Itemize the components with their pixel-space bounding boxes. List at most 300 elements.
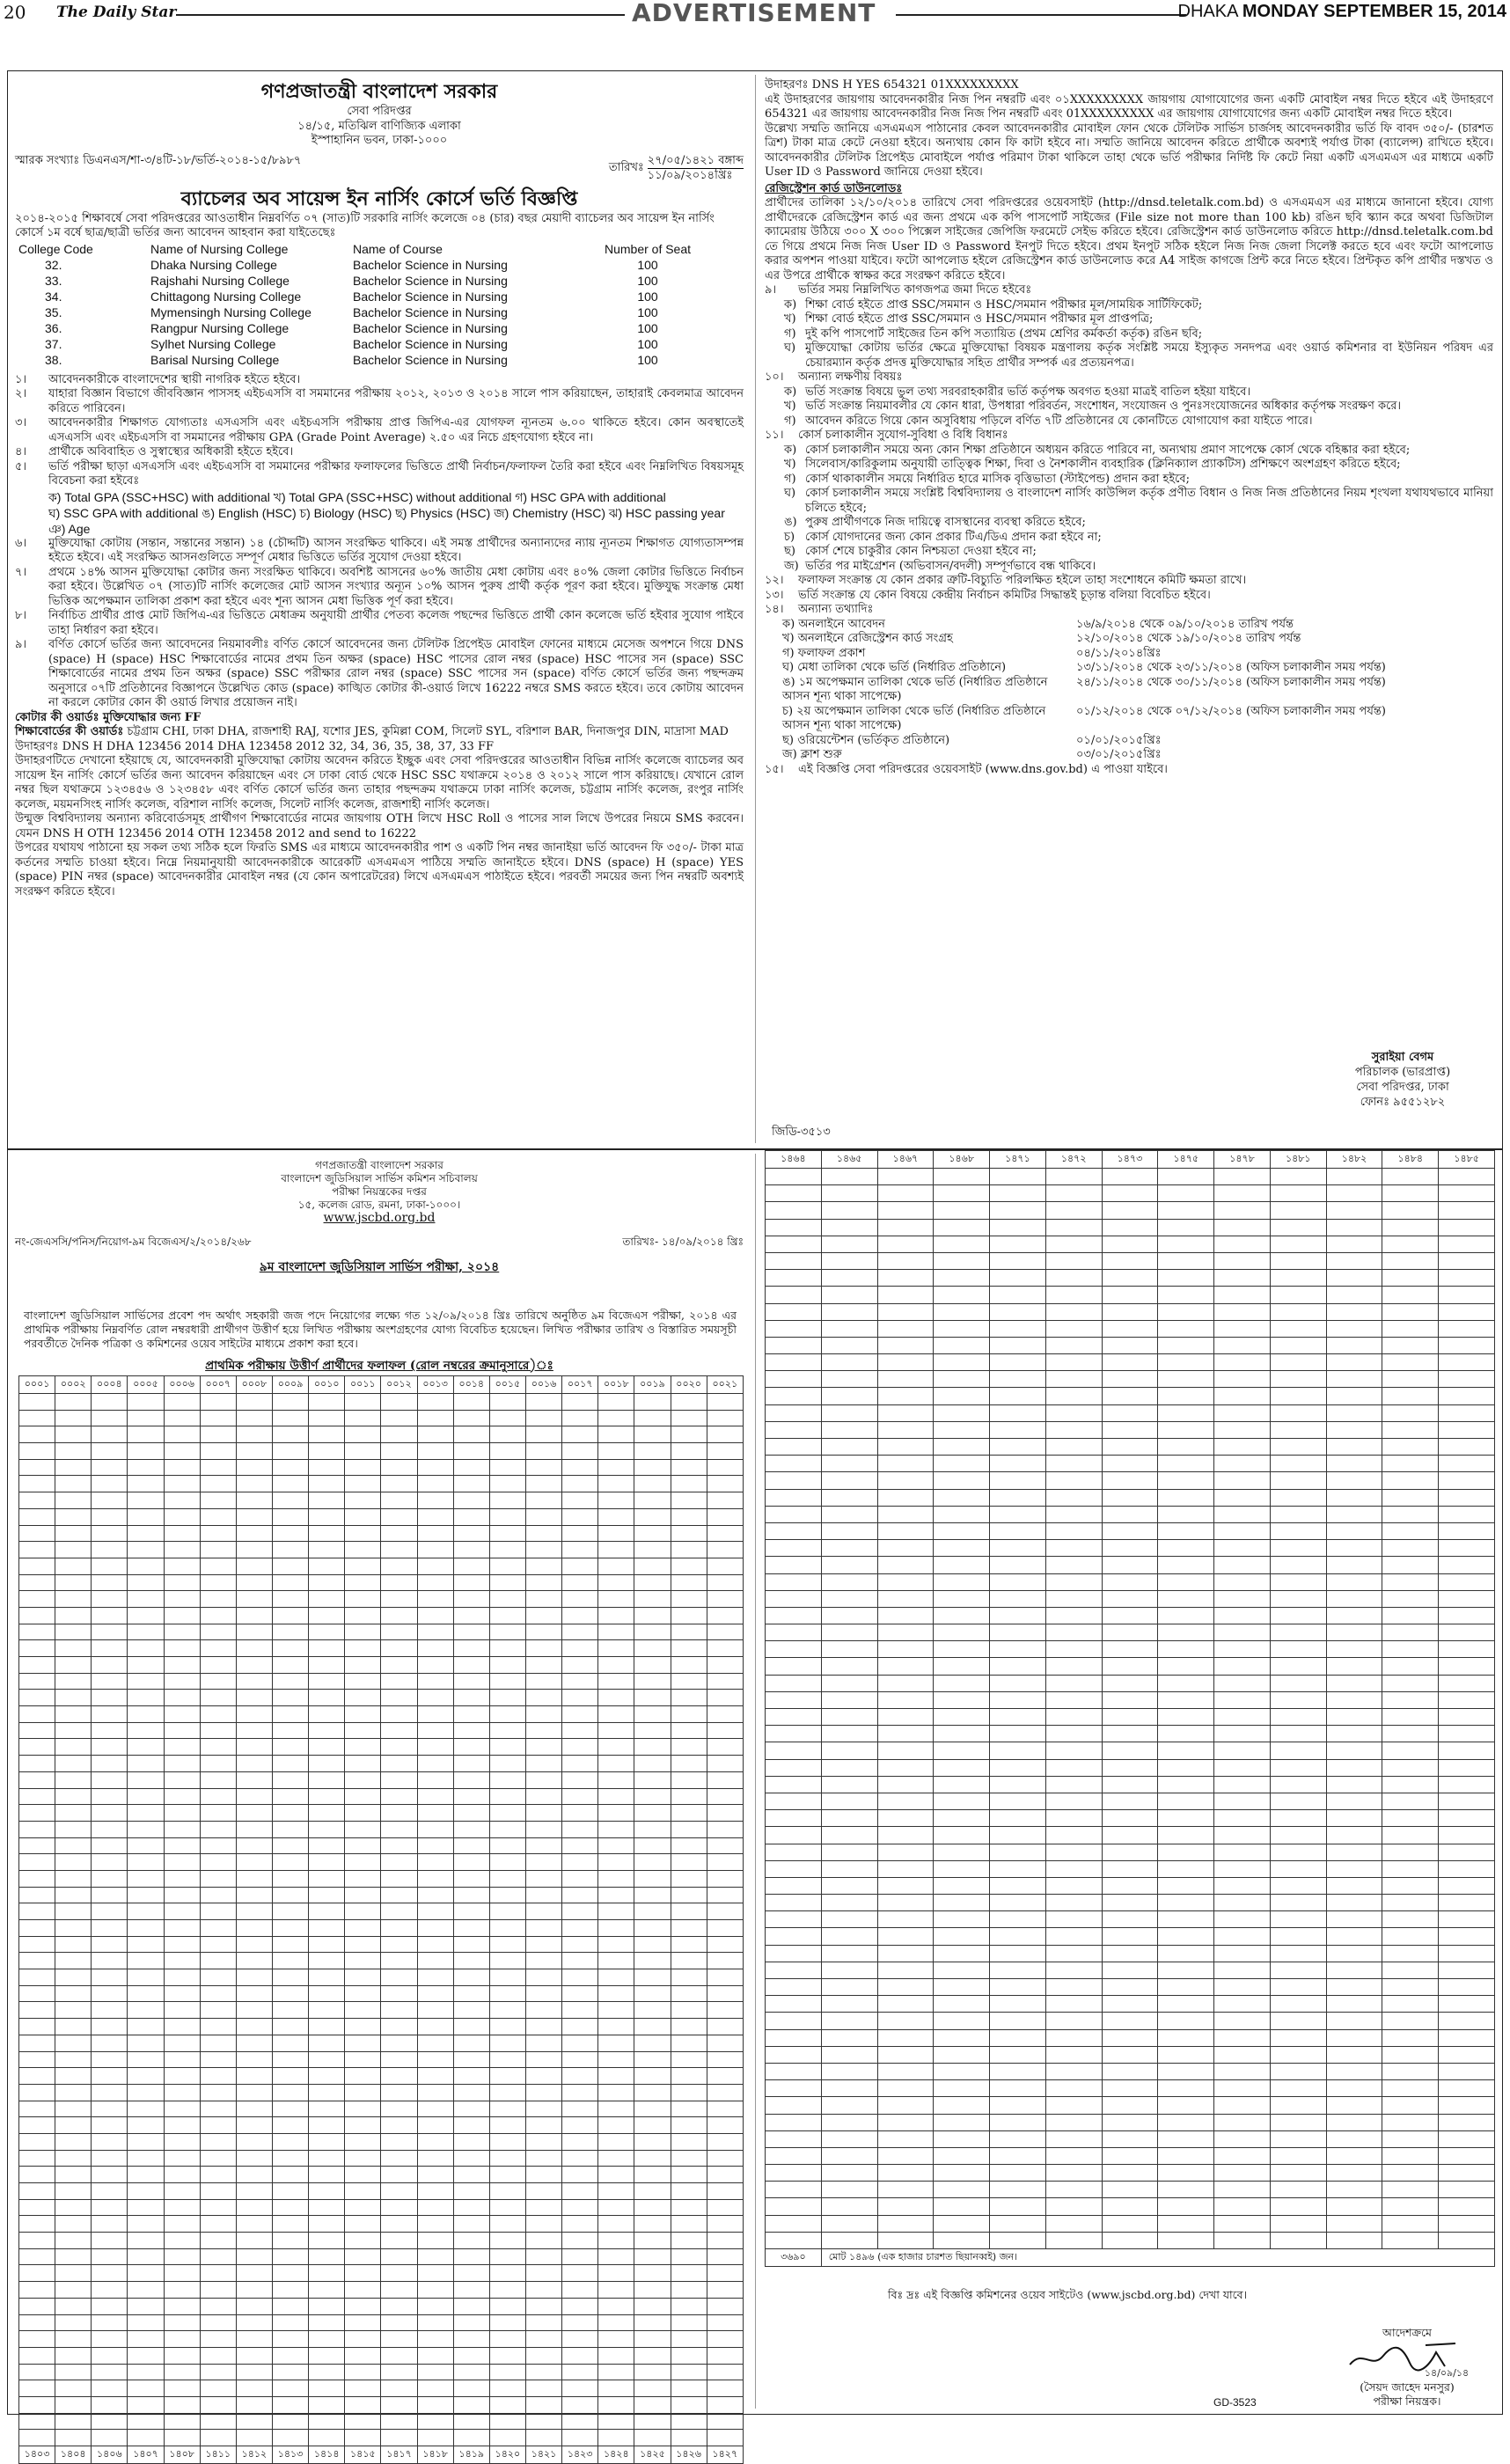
roll-cell [1045,1202,1102,1219]
roll-cell [417,2380,453,2397]
roll-cell [1102,1911,1158,1928]
roll-cell [990,1388,1046,1404]
roll-cell [934,1202,990,1219]
roll-cell [381,1920,417,1937]
roll-cell [1102,1624,1158,1641]
roll-cell [417,1936,453,1953]
roll-cell [1326,1911,1382,1928]
roll-cell [707,1903,743,1920]
roll-cell [236,2101,272,2117]
roll-cell [453,1574,489,1591]
roll-cell [877,1388,934,1404]
college-cell: 38. [45,352,62,367]
roll-cell [1102,1185,1158,1202]
schedule-date: ০৪/১১/২০১৪খ্রিঃ [1076,646,1162,660]
roll-cell [1326,1252,1382,1269]
roll-cell [489,2430,525,2446]
roll-cell [1045,2114,1102,2130]
board-keyword [15,725,744,740]
roll-cell [990,2114,1046,2130]
roll-cell [1382,1675,1439,1691]
roll-cell [236,1426,272,1443]
roll-row [19,2084,744,2101]
roll-row [766,1456,1495,1472]
college-cell: Bachelor Science in Nursing [353,257,508,272]
roll-cell [1439,1489,1495,1506]
roll-cell [417,2183,453,2200]
roll-cell [417,1887,453,1903]
roll-cell [1158,2182,1214,2198]
roll-cell [562,2068,598,2085]
roll-cell [1214,1456,1271,1472]
roll-cell [453,2068,489,2085]
roll-cell [200,1805,236,1822]
roll-cell [489,1410,525,1426]
roll-cell [1214,1236,1271,1252]
roll-cell [381,1640,417,1657]
roll-cell [671,1920,707,1937]
sub-item-label: ঙ) [784,516,797,529]
roll-cell [453,2133,489,2150]
roll-row [766,1776,1495,1793]
roll-cell [1326,1742,1382,1759]
roll-cell [272,1443,308,1460]
roll-cell [1214,1641,1271,1658]
roll-cell [1158,1421,1214,1438]
roll-cell [525,1953,561,1969]
roll-cell [525,2002,561,2019]
roll-cell [934,2215,990,2232]
roll-cell [128,1492,164,1509]
roll-cell [821,1709,877,1726]
roll-cell [128,1887,164,1903]
roll-cell [417,1903,453,1920]
roll-cell [990,1709,1046,1726]
roll-cell [236,1525,272,1542]
roll-cell [934,2232,990,2248]
roll-cell [562,2347,598,2364]
roll-cell [525,2019,561,2035]
roll-cell [345,1821,381,1837]
roll-cell [1102,1573,1158,1590]
schedule-row [782,748,1389,763]
roll-cell [766,2130,822,2147]
roll-cell [345,2002,381,2019]
roll-cell [1214,1911,1271,1928]
roll-cell [309,1870,345,1887]
roll-cell [92,2117,128,2134]
roll-cell [990,2182,1046,2198]
roll-cell [671,1459,707,1476]
roll-cell [877,2063,934,2079]
roll-row [19,2396,744,2413]
roll-cell [990,2198,1046,2215]
roll-cell [200,2265,236,2282]
roll-row [766,1404,1495,1421]
roll-cell [562,1657,598,1674]
roll-cell [1382,1557,1439,1573]
roll-cell [19,1936,55,1953]
roll-cell [598,1542,634,1558]
roll-cell [821,1624,877,1641]
roll-cell [634,2133,671,2150]
roll-cell [990,2080,1046,2097]
roll-cell [1214,2130,1271,2147]
roll-cell [1102,2080,1158,2097]
roll-cell [598,1788,634,1805]
roll-cell [634,1525,671,1542]
roll-cell [766,1388,822,1404]
roll-cell [821,1810,877,1827]
roll-cell [345,1542,381,1558]
sub-item-text: শিক্ষা বোর্ড হইতে প্রাপ্ত SSC/সমমান ও HSC/সমমান পরীক্ষার মূল/সাময়িক সার্টিফিকেট; [805,297,1203,312]
roll-cell [634,2183,671,2200]
roll-cell [1045,1979,1102,1996]
roll-cell [236,1476,272,1492]
roll-cell [236,2380,272,2397]
roll-cell [19,1788,55,1805]
college-table-header-cell: Name of Nursing College [150,241,289,256]
roll-cell [1326,1236,1382,1252]
roll-cell [1102,1675,1158,1691]
roll-cell [1102,1472,1158,1489]
j-website[interactable]: www.jscbd.org.bd [323,1211,436,1225]
masthead [0,0,1510,26]
roll-cell [671,2314,707,2331]
roll-cell [1270,1928,1326,1945]
roll-cell [236,1920,272,1937]
roll-row [766,2063,1495,2079]
item-10 [765,370,1493,385]
masthead-rule-right [896,14,1186,16]
roll-cell [877,1641,934,1658]
roll-cell [598,1558,634,1574]
schedule-item: গ) ফলাফল প্রকাশ [782,646,866,660]
roll-cell [598,2282,634,2299]
roll-cell [19,2150,55,2167]
roll-cell [634,2019,671,2035]
roll-cell [55,2101,92,2117]
roll-cell [707,1837,743,1854]
roll-cell [19,1542,55,1558]
roll-row [19,1624,744,1640]
roll-row [766,1472,1495,1489]
sub-item [765,327,1493,342]
board-keyword-value: চট্টগ্রাম CHI, ঢাকা DHA, রাজশাহী RAJ, যশোর JES, কুমিল্লা COM, সিলেট SYL, বরিশাল BAR, দিনাজপুর DIN, মাদ্রাসা MAD [127,725,729,738]
roll-cell [309,1492,345,1509]
roll-cell [236,1459,272,1476]
roll-cell [1045,1388,1102,1404]
roll-cell [417,2364,453,2380]
roll-cell [272,1426,308,1443]
roll-cell [309,1985,345,2002]
roll-cell [55,1854,92,1871]
roll-cell [92,2364,128,2380]
roll-cell [1102,2147,1158,2164]
roll-row [766,2114,1495,2130]
roll-cell [634,1426,671,1443]
roll-cell [821,1691,877,1708]
roll-cell [200,1739,236,1756]
roll-cell [877,1540,934,1557]
roll-cell [272,1903,308,1920]
roll-cell [1382,1540,1439,1557]
roll-cell [671,1624,707,1640]
dateline [1178,2,1507,22]
schedule-item: জ) ক্লাশ শুরু [782,748,842,761]
roll-cell [19,1706,55,1723]
roll-cell [200,1624,236,1640]
roll-cell [200,1821,236,1837]
roll-cell [1382,1219,1439,1236]
roll-cell [381,1870,417,1887]
college-row [18,304,714,320]
roll-cell [990,1236,1046,1252]
roll-cell [417,1756,453,1772]
roll-cell [990,1489,1046,1506]
roll-cell [345,1492,381,1509]
roll-cell [489,1887,525,1903]
roll-cell [200,1706,236,1723]
roll-cell [1045,1726,1102,1742]
roll-cell [345,2430,381,2446]
roll-cell [1158,1573,1214,1590]
roll-cell [236,2035,272,2051]
roll-cell [345,1706,381,1723]
roll-cell [707,2265,743,2282]
roll-cell [990,1557,1046,1573]
roll-cell [19,2133,55,2150]
roll-cell [1439,1540,1495,1557]
roll-cell [345,1459,381,1476]
roll-cell [200,1459,236,1476]
roll-cell [598,1870,634,1887]
roll-cell [453,1706,489,1723]
roll-cell [1326,1439,1382,1456]
roll-cell [1158,1472,1214,1489]
roll-cell [671,1722,707,1739]
board-keyword-label: শিক্ষাবোর্ডের কী ওয়ার্ডঃ [15,725,124,738]
roll-cell [236,1657,272,1674]
roll-cell [128,2265,164,2282]
roll-cell [1045,1236,1102,1252]
roll-cell [1382,1979,1439,1996]
roll-cell [525,1492,561,1509]
roll-cell [200,1394,236,1411]
roll-cell [1214,1540,1271,1557]
roll-cell [707,1574,743,1591]
roll-cell [200,1788,236,1805]
roll-cell [164,1640,200,1657]
roll-cell [934,1270,990,1287]
roll-cell [1045,1911,1102,1928]
roll-cell [1045,1573,1102,1590]
roll-cell [236,2068,272,2085]
roll-cell [1102,1962,1158,1978]
roll-cell [453,2167,489,2183]
roll-cell [671,2150,707,2167]
sub-item-label: ঘ) [784,487,796,500]
roll-cell [345,1673,381,1690]
roll-cell [634,2430,671,2446]
roll-cell [309,2314,345,2331]
roll-cell [766,1219,822,1236]
nursing-advertisement [7,70,1503,1149]
roll-cell [19,2282,55,2299]
roll-cell [489,2248,525,2265]
roll-cell [489,1870,525,1887]
roll-cell [1045,2013,1102,2029]
item-14-num: ১৪। [765,603,784,616]
roll-cell [1045,1489,1102,1506]
sub-item-text: কোর্স যোগদানের জন্য কোন প্রকার টিএ/ডিএ প্রদান করা হইবে না; [805,530,1102,544]
roll-cell [877,1827,934,1844]
roll-cell [707,2183,743,2200]
roll-cell [877,1185,934,1202]
roll-cell [525,2167,561,2183]
roll-cell [164,2314,200,2331]
roll-cell [990,1675,1046,1691]
roll-cell [877,2080,934,2097]
roll-cell [236,1821,272,1837]
roll-cell [1439,1979,1495,1996]
roll-cell [562,1690,598,1706]
roll-cell [1270,2080,1326,2097]
roll-cell [236,1410,272,1426]
roll-row [19,1903,744,1920]
roll-cell [990,1185,1046,1202]
roll-cell [55,2364,92,2380]
roll-row [766,2013,1495,2029]
roll-cell [453,2051,489,2068]
roll-cell [309,1690,345,1706]
roll-cell [598,1492,634,1509]
college-cell: 100 [637,320,658,335]
roll-cell [236,2298,272,2314]
roll-cell [766,2215,822,2232]
roll-cell [381,1969,417,1986]
roll-cell [489,1657,525,1674]
roll-cell [164,1854,200,1871]
roll-cell: ০০০৪ [92,1376,128,1394]
college-cell: 100 [637,352,658,367]
roll-cell [562,1542,598,1558]
roll-cell [164,1525,200,1542]
nursing-right-column [765,78,1493,777]
roll-cell [934,1371,990,1388]
roll-cell [1439,1844,1495,1860]
roll-cell [381,2133,417,2150]
roll-cell [92,2233,128,2249]
roll-cell: ০০১৮ [598,1376,634,1394]
roll-cell [1214,1472,1271,1489]
roll-cell [877,2165,934,2182]
j-text: বাংলাদেশ জুডিসিয়াল সার্ভিসের প্রবেশ পদ অর্থাৎ সহকারী জজ পদে নিয়োগের লক্ষ্যে গত ১২/০৯/২০১৪ খ্রিঃ তারিখে অনুষ্ঠিত ৯ম বিজেএস পরীক্ষা, ২০১৪ এর প্রাথমিক পরীক্ষায় নিম্নবর্ণিত রোল নম্বরধারী প্রার্থীগণ উত্তীর্ণ হয়ে লিখিত পরীক্ষায় অংশগ্রহণের যোগ্য বিবেচিত হয়েছেন। লিখিত পরীক্ষার তারিখ ও বিস্তারিত সময়সূচী পরবর্তীতে দৈনিক পত্রিকা ও কমিশনের ওয়েব সাইটের মাধ্যমে প্রকাশ করা হবে। [24,1309,737,1350]
roll-cell [381,1558,417,1574]
roll-cell [1326,1169,1382,1185]
roll-cell [92,1591,128,1608]
roll-cell [200,2248,236,2265]
schedule-item: ক) অনলাইনে আবেদন [782,617,885,631]
roll-cell [634,1657,671,1674]
roll-cell [1045,1371,1102,1388]
roll-cell [1326,1421,1382,1438]
roll-cell [489,2199,525,2216]
roll-cell [1270,1540,1326,1557]
roll-cell [55,1394,92,1411]
roll-cell [766,1404,822,1421]
roll-cell [1270,2198,1326,2215]
roll-cell [671,1854,707,1871]
roll-cell [19,2101,55,2117]
roll-cell [598,1936,634,1953]
roll-cell [1102,2097,1158,2114]
roll-cell [766,1540,822,1557]
roll-cell [1326,1962,1382,1978]
roll-cell [562,2101,598,2117]
roll-cell [92,2035,128,2051]
roll-cell [821,2215,877,2232]
schedule-item: ঙ) ১ম অপেক্ষমান তালিকা থেকে ভর্তি (নির্ধারিত প্রতিষ্ঠানে আসন শূন্য থাকা সাপেক্ষে) [782,675,1048,703]
roll-cell [417,2019,453,2035]
roll-cell [417,2216,453,2233]
roll-cell [345,1903,381,1920]
roll-cell [345,2314,381,2331]
roll-cell [128,1542,164,1558]
roll-cell [990,1844,1046,1860]
roll-cell [934,1979,990,1996]
roll-cell [766,2198,822,2215]
college-row [18,273,714,289]
roll-cell [381,1426,417,1443]
roll-cell [821,2097,877,2114]
roll-cell [453,1739,489,1756]
roll-cell [1158,1540,1214,1557]
roll-cell [766,2182,822,2198]
roll-cell [164,2019,200,2035]
schedule-date: ১৩/১১/২০১৪ থেকে ২৩/১১/২০১৪ (অফিস চলাকালীন সময় পর্যন্ত) [1076,661,1386,674]
roll-cell [766,1270,822,1287]
roll-cell [92,2282,128,2299]
roll-cell [55,2347,92,2364]
roll-cell [707,1657,743,1674]
roll-cell [671,1936,707,1953]
roll-cell [272,1887,308,1903]
college-table-header-cell: Name of Course [353,241,443,256]
roll-cell [1158,1691,1214,1708]
roll-cell [92,1805,128,1822]
roll-cell [707,1492,743,1509]
roll-cell [598,1854,634,1871]
roll-cell [236,2199,272,2216]
roll-cell [1214,2215,1271,2232]
roll-cell [309,2167,345,2183]
roll-cell [1382,2114,1439,2130]
roll-cell [634,2084,671,2101]
roll-cell [1270,1776,1326,1793]
roll-cell [634,1673,671,1690]
roll-cell [598,1969,634,1986]
roll-cell [1045,1877,1102,1894]
roll-cell [19,2167,55,2183]
roll-cell [766,1320,822,1337]
roll-cell [236,2117,272,2134]
dept-address-2: ইস্পাহানিন ভবন, ঢাকা-১০০০ [311,134,448,147]
roll-cell [417,1492,453,1509]
roll-cell [1326,2097,1382,2114]
roll-cell [1214,1522,1271,1539]
roll-cell [1214,1557,1271,1573]
